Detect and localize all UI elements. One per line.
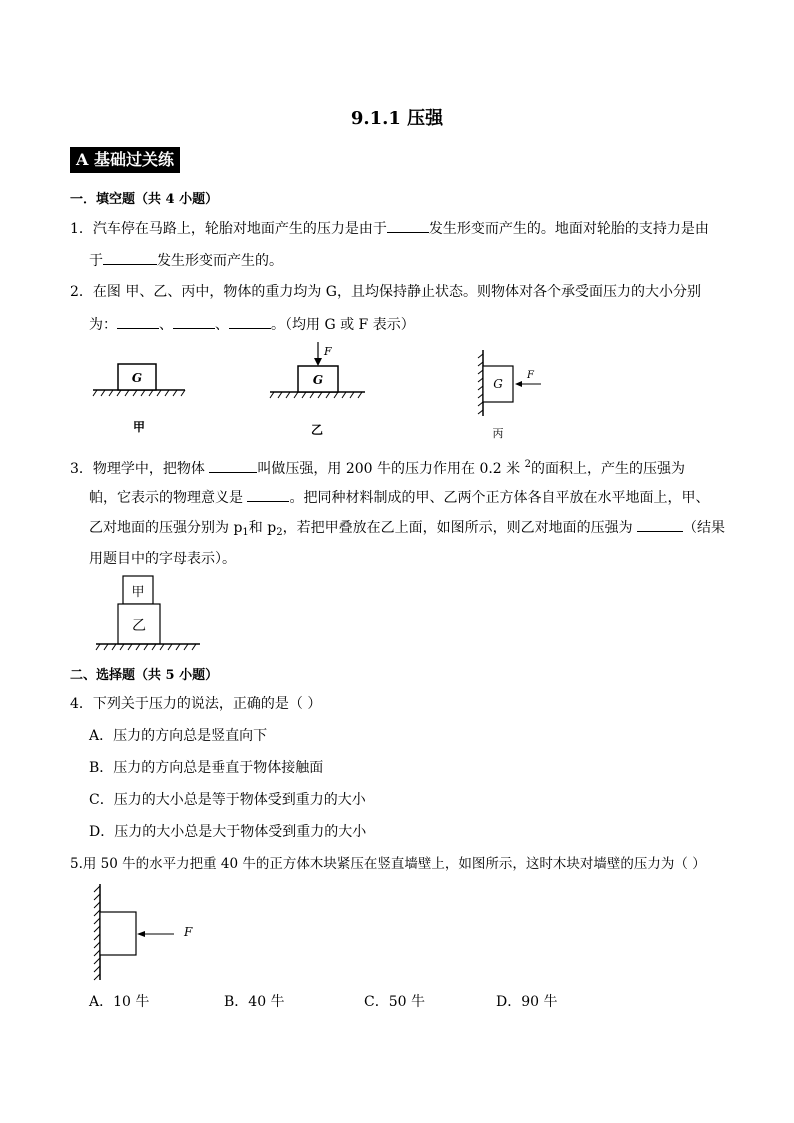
q3-line4: 用题目中的字母表示）。 [89,551,236,567]
q5-option-c[interactable]: C．50 牛 [364,994,425,1010]
q4-stem: 4．下列关于压力的说法，正确的是（ ） [70,696,322,712]
q3-block-top-label: 甲 [131,585,145,600]
q5-option-a[interactable]: A．10 牛 [89,994,150,1010]
q5-stem: 5.用 50 牛的水平力把重 40 牛的正方体木块紧压在竖直墙壁上，如图所示，这时木块对墙壁的压力为（ ） [70,856,706,872]
q4-option-d[interactable]: D．压力的大小总是大于物体受到重力的大小 [89,824,367,840]
q2-sep-2: 、 [215,317,229,333]
q3-text-g: 和 p [248,520,277,536]
q4-option-a[interactable]: A．压力的方向总是竖直向下 [89,728,268,744]
q3-blank-2 [247,487,289,502]
q4-option-b[interactable]: B．压力的方向总是垂直于物体接触面 [89,760,324,776]
q2-line2 [89,314,415,335]
q5-figure [88,880,208,984]
q3-sup: 2 [524,459,531,470]
yi-block-label: G [312,373,324,387]
q3-figure [92,572,204,654]
q3-line1 [70,455,685,479]
q3-sub-1: 1 [242,527,249,538]
q2-line1: 2．在图 甲、乙、丙中，物体的重力均为 G，且均保持静止状态。则物体对各个承受面压力的大小分别 [70,284,701,300]
q1-line2 [89,250,283,271]
q5-option-b[interactable]: B．40 牛 [224,994,285,1010]
q1-text-b: 发生形变而产生的。地面对轮胎的支持力是由 [428,221,709,237]
q2-sep-1: 、 [159,317,173,333]
q2-blank-3 [229,314,271,329]
q3-line2 [89,487,709,508]
q3-text-a: 3．物理学中，把物体 [70,461,205,477]
q2-figures [85,340,645,445]
section2-header: 二、选择题（共 5 小题） [70,668,219,683]
figure-bing [478,350,541,440]
bing-caption: 丙 [492,427,504,440]
q2-blank-2 [173,314,215,329]
bing-block-label: G [493,377,503,391]
jia-caption: 甲 [132,420,146,434]
yi-caption: 乙 [310,423,324,437]
q3-text-b: 叫做压强，用 200 牛的压力作用在 0.2 米 [257,461,521,477]
q1-blank-1 [387,218,429,233]
jia-block-label: G [131,371,143,385]
q1-text-c: 于 [89,253,103,269]
yi-force-label: F [324,345,332,358]
q3-text-i: （结果 [683,520,726,536]
figure-jia [93,364,185,434]
q3-text-e: 。把同种材料制成的甲、乙两个正方体各自平放在水平地面上，甲、 [289,490,710,506]
q4-option-c[interactable]: C．压力的大小总是等于物体受到重力的大小 [89,792,366,808]
q1-blank-2 [103,250,157,265]
q3-sub-2: 2 [276,527,283,538]
q3-blank-1 [209,458,257,473]
q3-line3 [89,517,725,543]
q3-block-bottom-label: 乙 [132,618,146,634]
q1-line1 [70,218,709,239]
q5-force-label: F [184,925,193,939]
page-title: 9.1.1 压强 [350,108,444,129]
q3-text-h: ，若把甲叠放在乙上面，如图所示，则乙对地面的压强为 [282,520,633,536]
figure-yi [270,342,365,437]
q3-text-d: 帕，它表示的物理意义是 [89,490,243,506]
q2-blank-1 [117,314,159,329]
bing-force-label: F [527,370,534,381]
q2-text-a: 为： [89,317,117,333]
q5-option-d[interactable]: D．90 牛 [496,994,558,1010]
q1-text-d: 发生形变而产生的。 [157,253,283,269]
q3-blank-3 [637,517,683,532]
section1-header: 一．填空题（共 4 小题） [70,192,219,207]
section-a-banner: A 基础过关练 [70,147,180,173]
q1-text-a: 1．汽车停在马路上，轮胎对地面产生的压力是由于 [70,221,387,237]
q3-text-c: 的面积上，产生的压强为 [531,461,685,477]
q2-text-b: 。（均用 G 或 F 表示） [271,317,415,333]
q3-text-f: 乙对地面的压强分别为 p [89,520,243,536]
